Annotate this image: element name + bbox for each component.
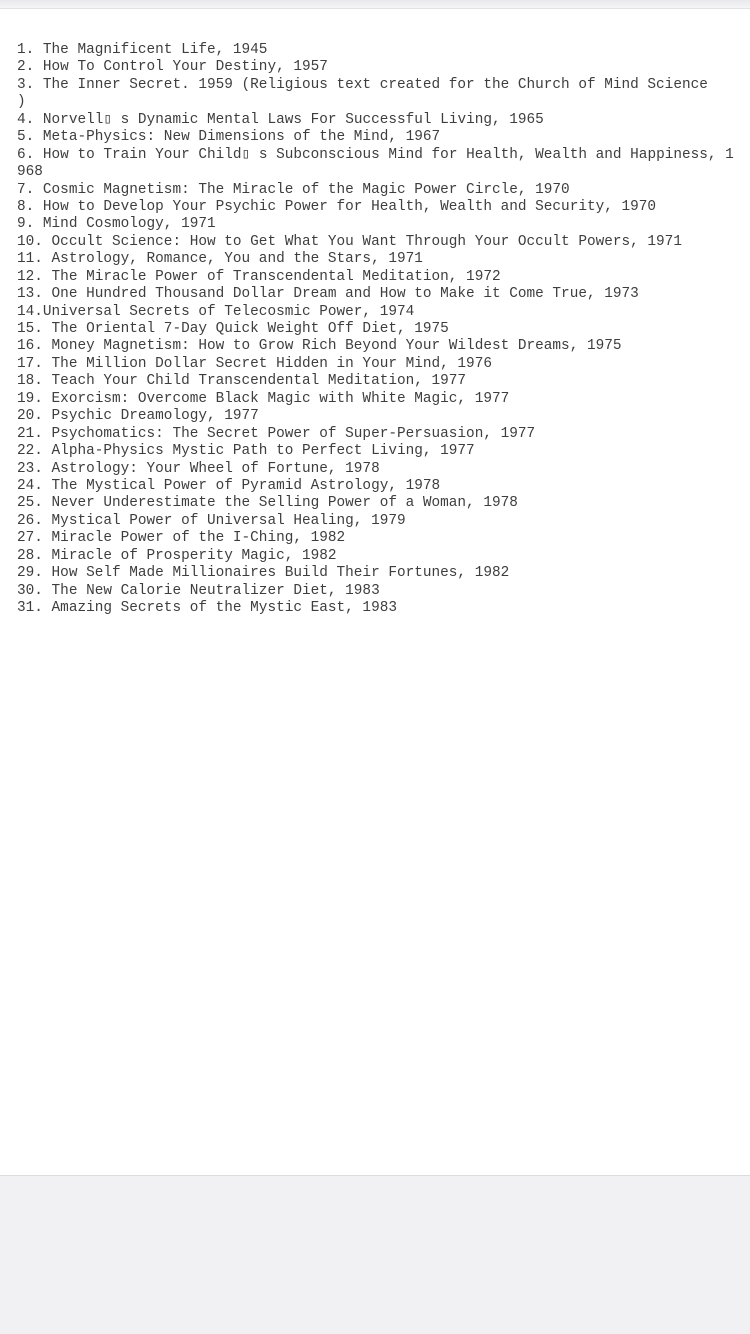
text-line: 4. Norvell▯ s Dynamic Mental Laws For Successful Living, 1965 bbox=[17, 111, 544, 128]
text-line: 968 bbox=[17, 164, 43, 181]
text-line: 7. Cosmic Magnetism: The Miracle of the Magic Power Circle, 1970 bbox=[17, 181, 570, 198]
text-line: 6. How to Train Your Child▯ s Subconscious Mind for Health, Wealth and Happiness, 1 bbox=[17, 146, 734, 163]
text-line: 13. One Hundred Thousand Dollar Dream and How to Make it Come True, 1973 bbox=[17, 286, 639, 303]
text-line: 24. The Mystical Power of Pyramid Astrology, 1978 bbox=[17, 477, 441, 494]
text-line: 22. Alpha-Physics Mystic Path to Perfect Living, 1977 bbox=[17, 443, 475, 460]
text-line: 10. Occult Science: How to Get What You Want Through Your Occult Powers, 1971 bbox=[17, 233, 682, 250]
top-edge-shade bbox=[0, 0, 750, 9]
text-line: ) bbox=[17, 94, 26, 111]
text-line: 18. Teach Your Child Transcendental Meditation, 1977 bbox=[17, 373, 467, 390]
text-line: 9. Mind Cosmology, 1971 bbox=[17, 216, 216, 233]
text-line: 29. How Self Made Millionaires Build Their Fortunes, 1982 bbox=[17, 565, 510, 582]
text-line: 8. How to Develop Your Psychic Power for Health, Wealth and Security, 1970 bbox=[17, 198, 657, 215]
text-line: 11. Astrology, Romance, You and the Stars, 1971 bbox=[17, 251, 423, 268]
text-line: 5. Meta-Physics: New Dimensions of the Mind, 1967 bbox=[17, 129, 441, 146]
text-line: 14.Universal Secrets of Telecosmic Power, 1974 bbox=[17, 303, 415, 320]
text-line: 27. Miracle Power of the I-Ching, 1982 bbox=[17, 530, 346, 547]
text-line: 19. Exorcism: Overcome Black Magic with White Magic, 1977 bbox=[17, 390, 510, 407]
text-line: 1. The Magnificent Life, 1945 bbox=[17, 42, 268, 58]
text-line: 3. The Inner Secret. 1959 (Religious text created for the Church of Mind Science bbox=[17, 76, 708, 93]
text-line: 2. How To Control Your Destiny, 1957 bbox=[17, 59, 328, 76]
text-line: 12. The Miracle Power of Transcendental Meditation, 1972 bbox=[17, 268, 501, 285]
text-line: 15. The Oriental 7-Day Quick Weight Off Diet, 1975 bbox=[17, 321, 449, 337]
document-page[interactable] bbox=[0, 9, 750, 1175]
text-document-body bbox=[17, 42, 734, 617]
text-line: 21. Psychomatics: The Secret Power of Super-Persuasion, 1977 bbox=[17, 425, 536, 442]
text-line: 20. Psychic Dreamology, 1977 bbox=[17, 408, 259, 425]
text-line: 31. Amazing Secrets of the Mystic East, 1983 bbox=[17, 600, 397, 616]
text-line: 16. Money Magnetism: How to Grow Rich Beyond Your Wildest Dreams, 1975 bbox=[17, 338, 622, 355]
text-line: 25. Never Underestimate the Selling Power of a Woman, 1978 bbox=[17, 495, 518, 512]
text-line: 26. Mystical Power of Universal Healing, 1979 bbox=[17, 512, 406, 529]
text-line: 23. Astrology: Your Wheel of Fortune, 1978 bbox=[17, 460, 380, 477]
text-line: 28. Miracle of Prosperity Magic, 1982 bbox=[17, 547, 337, 564]
text-line: 17. The Million Dollar Secret Hidden in Your Mind, 1976 bbox=[17, 355, 492, 372]
text-line: 30. The New Calorie Neutralizer Diet, 1983 bbox=[17, 582, 380, 599]
